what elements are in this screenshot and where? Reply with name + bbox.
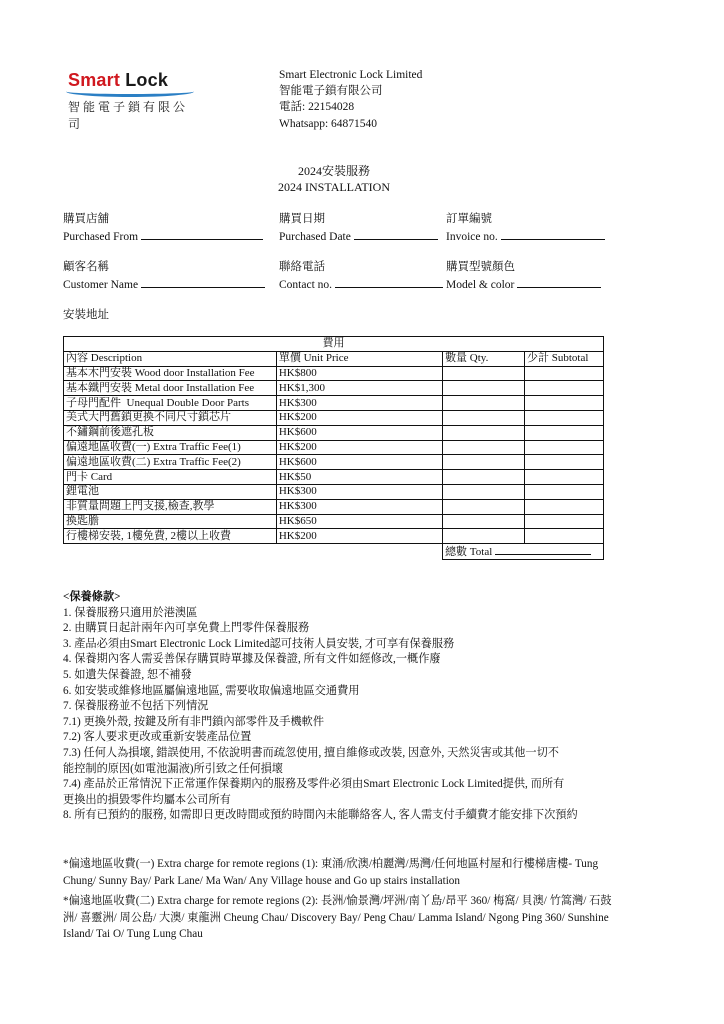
row-subtotal-cell[interactable] — [525, 410, 604, 425]
table-row — [64, 425, 604, 440]
terms-line: 7.3) 任何人為損壞, 錯誤使用, 不依說明書而疏忽使用, 擅自維修或改裝, 因意外, 天然災害或其他一切不 — [63, 746, 559, 759]
row-subtotal-cell[interactable] — [525, 440, 604, 455]
customer-label-en: Customer Name — [63, 279, 139, 291]
row-unit-price: HK$1,300 — [276, 381, 442, 396]
date-label-zh: 購買日期 — [279, 213, 325, 225]
company-info — [279, 67, 422, 132]
row-subtotal-cell[interactable] — [525, 396, 604, 411]
row-unit-price: HK$650 — [276, 514, 442, 529]
invoice-label-en: Invoice no. — [446, 231, 498, 243]
row-qty-cell[interactable] — [443, 381, 525, 396]
row-qty-cell[interactable] — [443, 455, 525, 470]
table-row — [64, 440, 604, 455]
row-subtotal-cell[interactable] — [525, 484, 604, 499]
table-row — [64, 484, 604, 499]
terms-line: 4. 保養期內客人需妥善保存購買時單據及保養證, 所有文件如經修改,一概作廢 — [63, 653, 441, 666]
remote-note-2: *偏遠地區收費(二) Extra charge for remote regions (2): 長洲/愉景灣/坪洲/南丫島/昂平 360/ 梅窩/ 貝澳/ 竹篙灣/ 石鼓洲/ 喜靈洲/ 周公島/ 大澳/ 東龍洲 Cheung Chau/ Discovery Bay/ Peng Chau/ Lamma Island/ Ngong Ping 360/ Sunshine Island/ Tai O/ Tung Lung Chau — [63, 895, 612, 940]
row-subtotal-cell[interactable] — [525, 381, 604, 396]
customer-label-zh: 顧客名稱 — [63, 261, 109, 273]
row-subtotal-cell[interactable] — [525, 470, 604, 485]
title-zh: 2024安裝服務 — [297, 164, 370, 178]
date-label-en: Purchased Date — [279, 231, 351, 243]
row-unit-price: HK$50 — [276, 470, 442, 485]
logo-word-smart: Smart — [68, 70, 121, 90]
row-qty-cell[interactable] — [443, 396, 525, 411]
customer-input-line[interactable] — [141, 276, 265, 288]
row-subtotal-cell[interactable] — [525, 499, 604, 514]
terms-line: 7.1) 更換外殼, 按鍵及所有非門鎖內部零件及手機軟件 — [63, 715, 325, 728]
row-description: 子母門配件 Unequal Double Door Parts — [64, 396, 277, 411]
total-input-line[interactable] — [495, 544, 591, 555]
row-description: 非質量問題上門支援,檢查,教學 — [64, 499, 277, 514]
date-field — [279, 211, 438, 246]
header-unit-price: 單價 Unit Price — [276, 351, 442, 366]
terms-line: 3. 產品必須由Smart Electronic Lock Limited認可技術人員安裝, 才可享有保養服務 — [63, 637, 455, 650]
terms-line: 1. 保養服務只適用於港澳區 — [63, 606, 198, 619]
table-row — [64, 514, 604, 529]
row-unit-price: HK$200 — [276, 410, 442, 425]
row-description: 鋰電池 — [64, 484, 277, 499]
row-description: 美式大門舊鎖更換不同尺寸鎖芯片 — [64, 410, 277, 425]
row-unit-price: HK$300 — [276, 396, 442, 411]
date-input-line[interactable] — [354, 228, 438, 240]
contact-label-en: Contact no. — [279, 279, 333, 291]
document-title — [0, 163, 668, 195]
contact-field — [279, 259, 443, 294]
header-subtotal: 少計 Subtotal — [525, 351, 604, 366]
shop-label-zh: 購買店舖 — [63, 213, 109, 225]
logo-swoosh — [66, 86, 194, 97]
shop-field — [63, 211, 263, 246]
row-qty-cell[interactable] — [443, 366, 525, 381]
row-description: 不鏽鋼前後遮孔板 — [64, 425, 277, 440]
row-subtotal-cell[interactable] — [525, 425, 604, 440]
title-en: 2024 INSTALLATION — [277, 180, 391, 194]
company-logo — [68, 70, 200, 132]
row-unit-price: HK$200 — [276, 440, 442, 455]
terms-line: 7.4) 產品於正常情況下正常運作保養期內的服務及零件必須由Smart Electronic Lock Limited提供, 而所有 — [63, 778, 565, 791]
row-unit-price: HK$300 — [276, 499, 442, 514]
row-qty-cell[interactable] — [443, 514, 525, 529]
address-label: 安裝地址 — [63, 309, 109, 321]
contact-input-line[interactable] — [335, 276, 443, 288]
terms-line: 更換出的損毀零件均屬本公司所有 — [63, 793, 231, 806]
terms-heading: <保養條款> — [63, 591, 121, 603]
row-unit-price: HK$300 — [276, 484, 442, 499]
row-description: 換匙膽 — [64, 514, 277, 529]
fee-header-row — [64, 351, 604, 366]
terms-line: 6. 如安裝或維修地區屬偏遠地區, 需要收取偏遠地區交通費用 — [63, 684, 360, 697]
logo-word-lock: Lock — [125, 70, 169, 90]
company-whatsapp: Whatsapp: 64871540 — [279, 117, 378, 130]
row-description: 基本鐵門安裝 Metal door Installation Fee — [64, 381, 277, 396]
terms-line: 2. 由購買日起計兩年內可享免費上門零件保養服務 — [63, 622, 310, 635]
terms-line: 8. 所有已預約的服務, 如需即日更改時間或預約時間內未能聯絡客人, 客人需支付手續費才能安排下次預約 — [63, 809, 578, 822]
model-field — [446, 259, 601, 294]
fee-caption: 費用 — [64, 337, 604, 352]
table-row — [64, 470, 604, 485]
model-label-zh: 購買型號顏色 — [446, 261, 515, 273]
row-subtotal-cell[interactable] — [525, 366, 604, 381]
company-name-en: Smart Electronic Lock Limited — [279, 69, 423, 81]
invoice-field — [446, 211, 605, 246]
row-qty-cell[interactable] — [443, 425, 525, 440]
logo-subtitle: 智能電子鎖有限公司 — [68, 100, 189, 131]
terms-line: 7.2) 客人要求更改或重新安裝產品位置 — [63, 731, 252, 744]
invoice-label-zh: 訂單編號 — [446, 213, 492, 225]
row-subtotal-cell[interactable] — [525, 529, 604, 544]
table-row — [64, 366, 604, 381]
row-description: 行樓梯安裝, 1樓免費, 2樓以上收費 — [64, 529, 277, 544]
row-qty-cell[interactable] — [443, 440, 525, 455]
model-input-line[interactable] — [517, 276, 601, 288]
remote-region-notes — [63, 856, 623, 947]
row-unit-price: HK$200 — [276, 529, 442, 544]
invoice-input-line[interactable] — [501, 228, 605, 240]
table-row — [64, 396, 604, 411]
header-description: 內容 Description — [64, 351, 277, 366]
table-row — [64, 455, 604, 470]
terms-line: 5. 如遺失保養證, 恕不補發 — [63, 668, 192, 681]
row-subtotal-cell[interactable] — [525, 455, 604, 470]
total-cell[interactable] — [443, 544, 604, 560]
model-label-en: Model & color — [446, 279, 515, 291]
row-subtotal-cell[interactable] — [525, 514, 604, 529]
table-row — [64, 529, 604, 544]
row-unit-price: HK$600 — [276, 455, 442, 470]
row-qty-cell[interactable] — [443, 529, 525, 544]
row-qty-cell[interactable] — [443, 470, 525, 485]
shop-label-en: Purchased From — [63, 231, 139, 243]
row-description: 門卡 Card — [64, 470, 277, 485]
row-qty-cell[interactable] — [443, 499, 525, 514]
fee-table — [63, 336, 604, 560]
table-row — [64, 381, 604, 396]
remote-note-1: *偏遠地區收費(一) Extra charge for remote regions (1): 東涌/欣澳/柏麗灣/馬灣/任何地區村屋和行樓梯唐樓- Tung Chung/ Sunny Bay/ Park Lane/ Ma Wan/ Any Village house and Go up stairs installation — [63, 858, 599, 887]
table-row — [64, 410, 604, 425]
row-description: 基本木門安裝 Wood door Installation Fee — [64, 366, 277, 381]
table-row — [64, 499, 604, 514]
row-qty-cell[interactable] — [443, 484, 525, 499]
total-row — [64, 544, 604, 560]
company-name-zh: 智能電子鎖有限公司 — [279, 85, 383, 98]
total-label: 總數 Total — [445, 546, 493, 559]
customer-field — [63, 259, 265, 294]
warranty-terms — [63, 590, 643, 824]
shop-input-line[interactable] — [141, 228, 263, 240]
logo-wordmark — [68, 70, 168, 90]
row-qty-cell[interactable] — [443, 410, 525, 425]
company-phone: 電話: 22154028 — [279, 101, 355, 114]
row-unit-price: HK$600 — [276, 425, 442, 440]
terms-line: 7. 保養服務並不包括下列情況 — [63, 700, 209, 713]
fee-caption-row — [64, 337, 604, 352]
row-description: 偏遠地區收費(一) Extra Traffic Fee(1) — [64, 440, 277, 455]
terms-line: 能控制的原因(如電池漏液)所引致之任何損壞 — [63, 762, 284, 775]
contact-label-zh: 聯絡電話 — [279, 261, 325, 273]
header-qty: 數量 Qty. — [443, 351, 525, 366]
row-unit-price: HK$800 — [276, 366, 442, 381]
row-description: 偏遠地區收費(二) Extra Traffic Fee(2) — [64, 455, 277, 470]
